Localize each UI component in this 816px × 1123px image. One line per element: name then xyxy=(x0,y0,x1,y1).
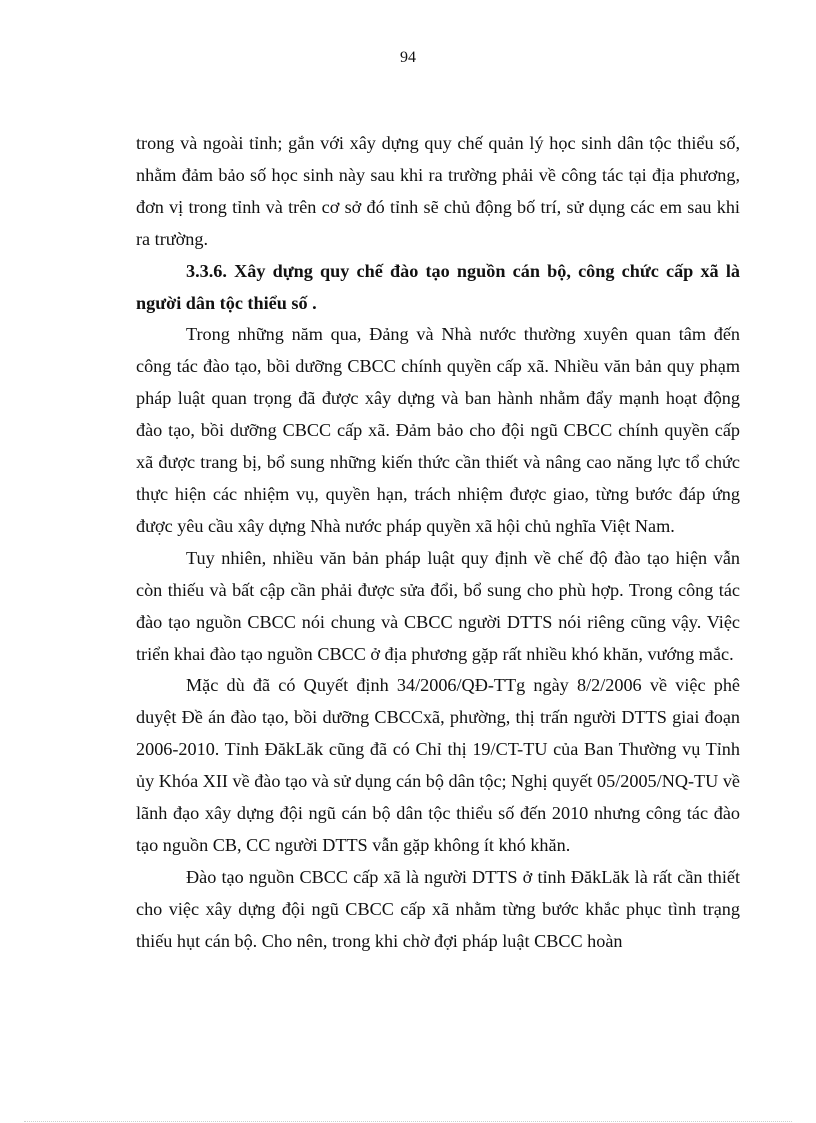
document-body xyxy=(136,128,740,958)
paragraph: Mặc dù đã có Quyết định 34/2006/QĐ-TTg ngày 8/2/2006 về việc phê duyệt Đề án đào tạo, bồi dưỡng CBCCxã, phường, thị trấn người DTTS giai đoạn 2006-2010. Tỉnh ĐăkLăk cũng đã có Chỉ thị 19/CT-TU của Ban Thường vụ Tỉnh ủy Khóa XII về đào tạo và sử dụng cán bộ dân tộc; Nghị quyết 05/2005/NQ-TU về lãnh đạo xây dựng đội ngũ cán bộ dân tộc thiểu số đến 2010 nhưng công tác đào tạo nguồn CB, CC người DTTS vẫn gặp không ít khó khăn. xyxy=(136,675,740,855)
paragraph: Đào tạo nguồn CBCC cấp xã là người DTTS ở tỉnh ĐăkLăk là rất cần thiết cho việc xây dựng đội ngũ CBCC cấp xã nhằm từng bước khắc phục tình trạng thiếu hụt cán bộ. Cho nên, trong khi chờ đợi pháp luật CBCC hoàn xyxy=(136,866,740,951)
paragraph-continuation: trong và ngoài tỉnh; gắn với xây dựng quy chế quản lý học sinh dân tộc thiểu số, nhằm đảm bảo số học sinh này sau khi ra trường phải về công tác tại địa phương, đơn vị trong tỉnh và trên cơ sở đó tỉnh sẽ chủ động bố trí, sử dụng các em sau khi ra trường. xyxy=(136,133,740,249)
paragraph: Tuy nhiên, nhiều văn bản pháp luật quy định về chế độ đào tạo hiện vẫn còn thiếu và bất cập cần phải được sửa đổi, bổ sung cho phù hợp. Trong công tác đào tạo nguồn CBCC nói chung và CBCC người DTTS nói riêng cũng vậy. Việc triển khai đào tạo nguồn CBCC ở địa phương gặp rất nhiều khó khăn, vướng mắc. xyxy=(136,547,740,664)
section-heading: 3.3.6. Xây dựng quy chế đào tạo nguồn cán bộ, công chức cấp xã là người dân tộc thiểu số . xyxy=(136,260,740,313)
paragraph: Trong những năm qua, Đảng và Nhà nước thường xuyên quan tâm đến công tác đào tạo, bồi dưỡng CBCC chính quyền cấp xã. Nhiều văn bản quy phạm pháp luật quan trọng đã được xây dựng và ban hành nhằm đẩy mạnh hoạt động đào tạo, bồi dưỡng CBCC cấp xã. Đảm bảo cho đội ngũ CBCC chính quyền cấp xã được trang bị, bổ sung những kiến thức cần thiết và nâng cao năng lực tổ chức thực hiện các nhiệm vụ, quyền hạn, trách nhiệm được giao, từng bước đáp ứng được yêu cầu xây dựng Nhà nước pháp quyền xã hội chủ nghĩa Việt Nam. xyxy=(136,324,740,536)
page-number: 94 xyxy=(400,49,416,66)
page-bottom-edge xyxy=(24,1121,792,1122)
